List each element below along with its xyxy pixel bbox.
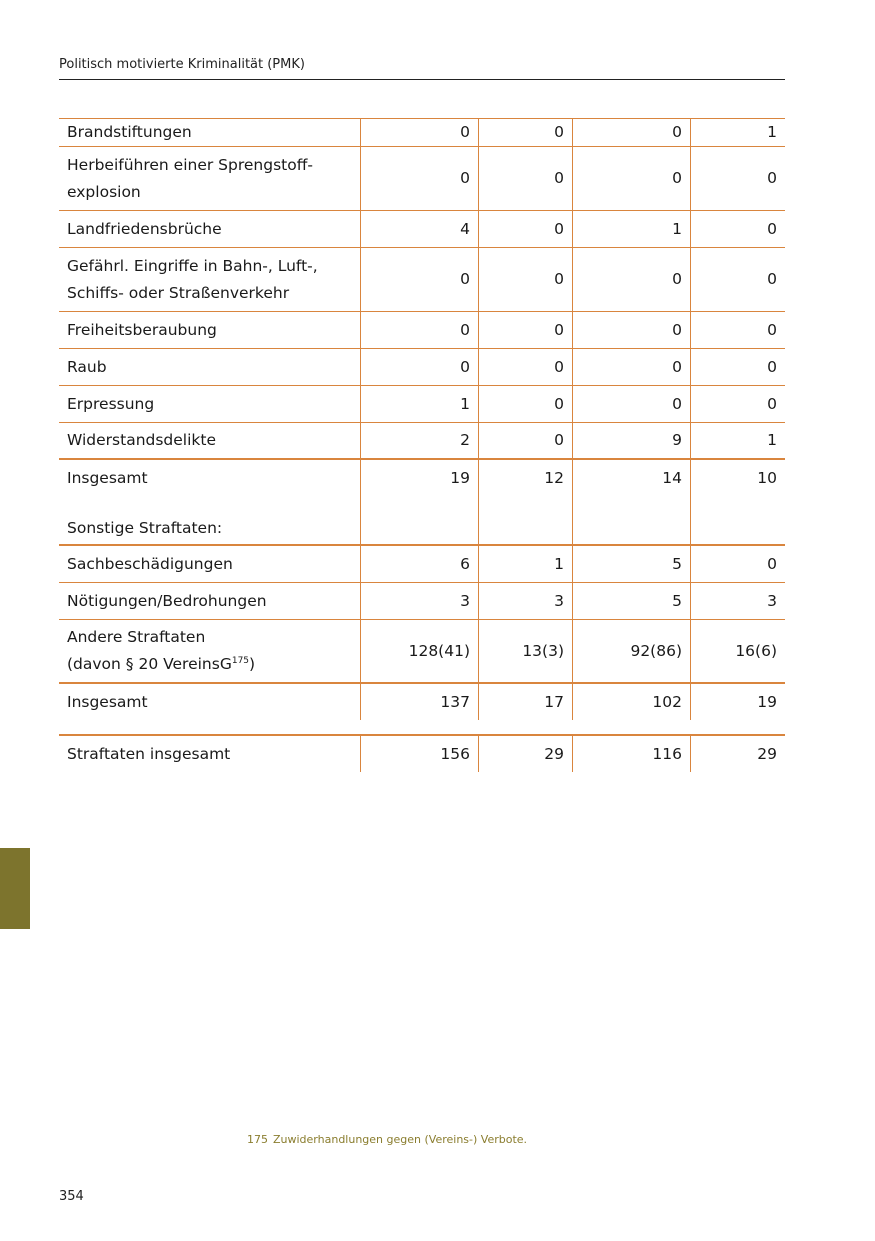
value-cell: 4 (361, 211, 479, 247)
value-cell: 0 (479, 349, 573, 385)
footnote-reference: 175 (231, 655, 250, 666)
row-label (59, 147, 361, 210)
value-cell: 19 (361, 460, 479, 544)
footnote-number: 175 (247, 1133, 268, 1146)
statistics-table (59, 118, 785, 772)
value-cell: 29 (757, 744, 777, 763)
row-label-line: Gefährl. Eingriffe in Bahn-, Luft-, (67, 256, 318, 275)
row-label (59, 248, 361, 311)
value-cell: 0 (573, 119, 691, 146)
row-label-line: Brandstiftungen (67, 123, 192, 141)
value-cell: 137 (361, 684, 479, 720)
row-label-line: Widerstandsdelikte (67, 431, 217, 449)
row-label-line: Herbeiführen einer Sprengstoff- (67, 155, 313, 174)
table-row (59, 118, 785, 147)
row-label-line (67, 651, 255, 678)
table-row (59, 546, 785, 583)
value-cell: 0 (767, 219, 777, 238)
row-label (59, 546, 361, 582)
row-label-line: Raub (67, 357, 107, 376)
value-cell: 92(86) (573, 620, 691, 682)
row-label (59, 312, 361, 348)
row-label (59, 423, 361, 458)
value-cell: 1 (479, 546, 573, 582)
value-cell: 1 (767, 123, 777, 141)
value-cell: 14 (573, 460, 691, 544)
row-label (59, 119, 361, 146)
footnote (247, 1133, 527, 1146)
value-cell: 2 (361, 423, 479, 458)
value-cell: 0 (573, 312, 691, 348)
table-gap (59, 720, 785, 734)
subtotal-label: Insgesamt (67, 692, 148, 711)
subtotal-label: Insgesamt (67, 469, 148, 487)
value-cell: 0 (767, 554, 777, 573)
value-cell: 10 (757, 469, 777, 487)
row-label (59, 460, 361, 544)
value-cell: 0 (479, 386, 573, 422)
value-cell: 0 (573, 386, 691, 422)
value-cell: 0 (479, 211, 573, 247)
value-cell: 3 (767, 591, 777, 610)
row-label (59, 583, 361, 619)
value-cell: 29 (479, 736, 573, 772)
value-cell: 0 (479, 119, 573, 146)
value-cell: 0 (573, 248, 691, 311)
value-cell: 0 (767, 169, 777, 187)
value-cell: 0 (361, 349, 479, 385)
row-label (59, 349, 361, 385)
value-cell: 0 (479, 147, 573, 210)
value-cell: 0 (361, 119, 479, 146)
value-cell: 156 (361, 736, 479, 772)
row-label-line: Erpressung (67, 394, 155, 413)
value-cell: 116 (573, 736, 691, 772)
value-cell: 3 (361, 583, 479, 619)
subtotal-row (59, 460, 785, 546)
table-row (59, 248, 785, 312)
row-label-line: Schiffs- oder Straßenverkehr (67, 283, 290, 302)
footnote-text: Zuwiderhandlungen gegen (Vereins-) Verbote. (273, 1133, 528, 1146)
value-cell: 3 (479, 583, 573, 619)
table-row (59, 211, 785, 248)
table-row (59, 620, 785, 684)
value-cell: 9 (573, 423, 691, 458)
row-label-line: explosion (67, 182, 141, 201)
label-prefix: (davon § 20 VereinsG (67, 655, 232, 673)
value-cell: 5 (573, 583, 691, 619)
table-row (59, 423, 785, 460)
value-cell: 0 (361, 312, 479, 348)
table-row (59, 147, 785, 211)
label-suffix: ) (249, 655, 256, 673)
table-row (59, 583, 785, 620)
value-cell: 0 (767, 270, 777, 288)
value-cell: 128(41) (361, 620, 479, 682)
value-cell: 1 (573, 211, 691, 247)
value-cell: 0 (573, 349, 691, 385)
value-cell: 102 (573, 684, 691, 720)
value-cell: 0 (767, 394, 777, 413)
row-label (59, 684, 361, 720)
table-row (59, 386, 785, 423)
value-cell: 0 (479, 248, 573, 311)
value-cell: 19 (757, 692, 777, 711)
header-rule (59, 79, 785, 80)
row-label (59, 620, 361, 682)
value-cell: 17 (479, 684, 573, 720)
table-row (59, 312, 785, 349)
value-cell: 6 (361, 546, 479, 582)
row-label-line: Andere Straftaten (67, 628, 206, 646)
row-label-line: Landfriedensbrüche (67, 219, 222, 238)
value-cell: 0 (573, 147, 691, 210)
value-cell: 16(6) (735, 641, 777, 660)
subtotal-row (59, 684, 785, 720)
value-cell: 13(3) (479, 620, 573, 682)
value-cell: 0 (361, 248, 479, 311)
value-cell: 0 (479, 312, 573, 348)
table-row (59, 349, 785, 386)
page-number: 354 (59, 1189, 84, 1204)
value-cell: 1 (361, 386, 479, 422)
value-cell: 0 (767, 357, 777, 376)
value-cell: 0 (361, 147, 479, 210)
row-label-line: Sachbeschädigungen (67, 554, 233, 573)
chapter-side-tab (0, 848, 30, 929)
row-label-line: Nötigungen/Bedrohungen (67, 591, 267, 610)
running-header: Politisch motivierte Kriminalität (PMK) (59, 57, 305, 72)
grand-total-label: Straftaten insgesamt (67, 744, 231, 763)
section-label: Sonstige Straftaten: (67, 519, 223, 537)
row-label (59, 386, 361, 422)
value-cell: 1 (767, 431, 777, 449)
value-cell: 12 (479, 460, 573, 544)
row-label (59, 736, 361, 772)
value-cell: 0 (479, 423, 573, 458)
value-cell: 5 (573, 546, 691, 582)
grand-total-row (59, 734, 785, 772)
value-cell: 0 (767, 320, 777, 339)
row-label (59, 211, 361, 247)
row-label-line: Freiheitsberaubung (67, 320, 217, 339)
